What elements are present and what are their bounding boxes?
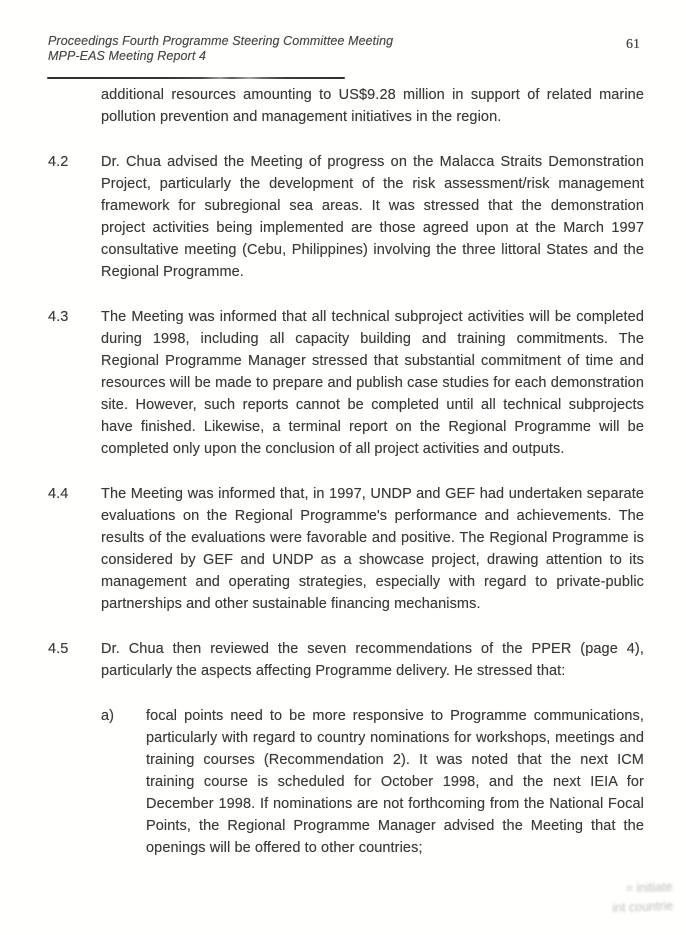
paragraph-text: additional resources amounting to US$9.28 million in support of related marine pollution prevention and management initiatives in the region. xyxy=(101,87,644,125)
paragraph-continuation xyxy=(101,84,644,128)
paragraph-number: 4.4 xyxy=(48,486,69,502)
list-item-a xyxy=(101,705,644,859)
bleed-artifact-line1: = initiate xyxy=(625,879,673,896)
page-header xyxy=(48,34,650,64)
paragraph-text: Dr. Chua advised the Meeting of progress on the Malacca Straits Demonstration Project, particularly the development of the risk assessment/risk management framework for subregional sea areas. It was stressed that the demonstration project activities being implemented are those agreed upon at the March 1997 consultative meeting (Cebu, Philippines) involving the three littoral States and the Regional Programme. xyxy=(101,154,644,280)
paragraph-number: 4.2 xyxy=(48,154,69,170)
list-item-marker: a) xyxy=(101,708,115,724)
paragraph-4-3 xyxy=(48,306,644,460)
running-title-line1: Proceedings Fourth Programme Steering Committee Meeting xyxy=(48,34,394,48)
paragraph-text: Dr. Chua then reviewed the seven recommendations of the PPER (page 4), particularly the aspects affecting Programme delivery. He stressed that: xyxy=(101,641,644,679)
paragraph-number: 4.3 xyxy=(48,309,69,325)
paragraph-4-4 xyxy=(48,483,644,615)
paragraph-text: The Meeting was informed that all technical subproject activities will be completed during 1998, including all capacity building and training commitments. The Regional Programme Manager stressed that substantial commitment of time and resources will be made to prepare and publish case studies for each demonstration site. However, such reports cannot be completed until all technical subprojects have finished. Likewise, a terminal report on the Regional Programme will be completed only upon the conclusion of all project activities and outputs. xyxy=(101,309,644,457)
page-number: 61 xyxy=(626,37,640,52)
paragraph-4-5 xyxy=(48,638,644,682)
ink-bleed-through-artifact xyxy=(552,878,673,920)
paragraph-text: The Meeting was informed that, in 1997, UNDP and GEF had undertaken separate evaluations on the Regional Programme's performance and achievements. The results of the evaluations were favorable and positive. The Regional Programme is considered by GEF and UNDP as a showcase project, drawing attention to its management and operating strategies, especially with regard to private-public partnerships and other sustainable financing mechanisms. xyxy=(101,486,644,612)
document-body xyxy=(48,84,644,859)
bleed-artifact-line2: int countrie xyxy=(611,898,674,916)
paragraph-number: 4.5 xyxy=(48,641,69,657)
paragraph-4-2 xyxy=(48,151,644,283)
header-divider-rule xyxy=(47,77,345,79)
list-item-text: focal points need to be more responsive to Programme communications, particularly with regard to country nominations for workshops, meetings and training courses (Recommendation 2). It was noted that the next ICM training course is scheduled for October 1998, and the next IEIA for December 1998. If nominations are not forthcoming from the National Focal Points, the Regional Programme Manager advised the Meeting that the openings will be offered to other countries; xyxy=(146,708,644,856)
running-title-line2: MPP-EAS Meeting Report 4 xyxy=(48,49,207,63)
